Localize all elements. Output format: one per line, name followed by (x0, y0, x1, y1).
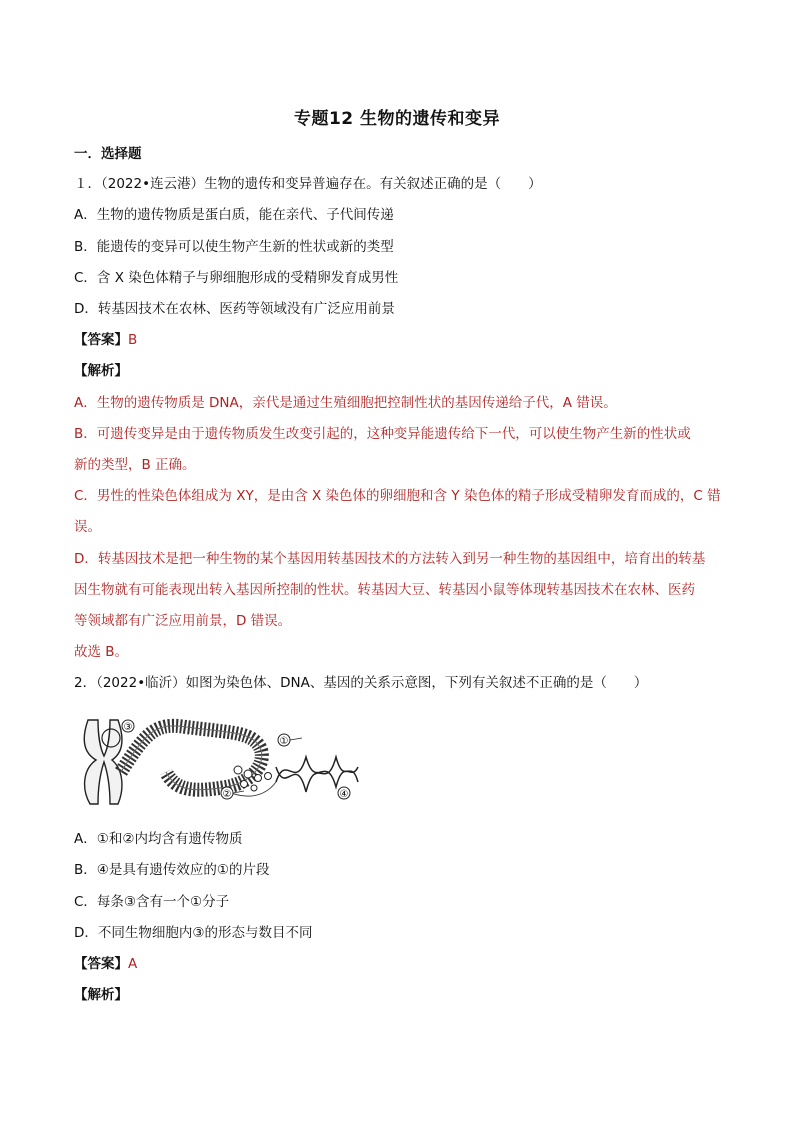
question-2-option-b: B．④是具有遗传效应的①的片段 (74, 862, 270, 878)
analysis-line: 故选 B。 (74, 644, 129, 660)
answer-tag: 【答案】 (74, 956, 128, 972)
question-2-stem: 2．（2022•临沂）如图为染色体、DNA、基因的关系示意图，下列有关叙述不正确的是（ ） (74, 675, 648, 691)
question-2-option-c: C．每条③含有一个①分子 (74, 894, 230, 910)
chromosome-dna-gene-diagram (76, 712, 366, 812)
figure-label-4: ④ (339, 789, 349, 800)
question-1-stem: １．（2022•连云港）生物的遗传和变异普遍存在。有关叙述正确的是（ ） (74, 176, 542, 192)
analysis-line: 因生物就有可能表现出转入基因所控制的性状。转基因大豆、转基因小鼠等体现转基因技术在农林、医药 (74, 582, 695, 598)
question-2-analysis-tag: 【解析】 (74, 987, 128, 1003)
question-1-option-d: D．转基因技术在农林、医药等领域没有广泛应用前景 (74, 301, 395, 317)
analysis-line: 新的类型，B 正确。 (74, 457, 196, 473)
page-title: 专题12 生物的遗传和变异 (293, 109, 501, 129)
question-2-option-a: A．①和②内均含有遗传物质 (74, 831, 243, 847)
analysis-line: 误。 (74, 519, 101, 535)
question-2-option-d: D．不同生物细胞内③的形态与数目不同 (74, 925, 313, 941)
answer-tag: 【答案】 (74, 332, 128, 348)
question-1-option-b: B．能遗传的变异可以使生物产生新的性状或新的类型 (74, 239, 394, 255)
analysis-line: B．可遗传变异是由于遗传物质发生改变引起的，这种变异能遗传给下一代，可以使生物产生新的性状或 (74, 426, 691, 442)
question-1-option-c: C．含 X 染色体精子与卵细胞形成的受精卵发育成男性 (74, 270, 399, 286)
analysis-line: D．转基因技术是把一种生物的某个基因用转基因技术的方法转入到另一种生物的基因组中，培育出的转基 (74, 551, 706, 567)
answer-value: A (128, 956, 138, 972)
analysis-line: C．男性的性染色体组成为 XY，是由含 X 染色体的卵细胞和含 Y 染色体的精子形成受精卵发育而成的，C 错 (74, 488, 721, 504)
question-1-option-a: A．生物的遗传物质是蛋白质，能在亲代、子代间传递 (74, 207, 394, 223)
question-1-answer (74, 330, 137, 350)
analysis-line: A．生物的遗传物质是 DNA，亲代是通过生殖细胞把控制性状的基因传递给子代，A 错误。 (74, 395, 617, 411)
figure-label-2: ② (222, 789, 232, 800)
figure-label-3: ③ (123, 722, 133, 733)
question-1-analysis-tag: 【解析】 (74, 363, 128, 379)
question-2-answer (74, 954, 137, 974)
analysis-line: 等领域都有广泛应用前景，D 错误。 (74, 613, 292, 629)
section-heading: 一．选择题 (74, 146, 142, 162)
answer-value: B (128, 332, 138, 348)
figure-label-1: ① (279, 736, 289, 747)
